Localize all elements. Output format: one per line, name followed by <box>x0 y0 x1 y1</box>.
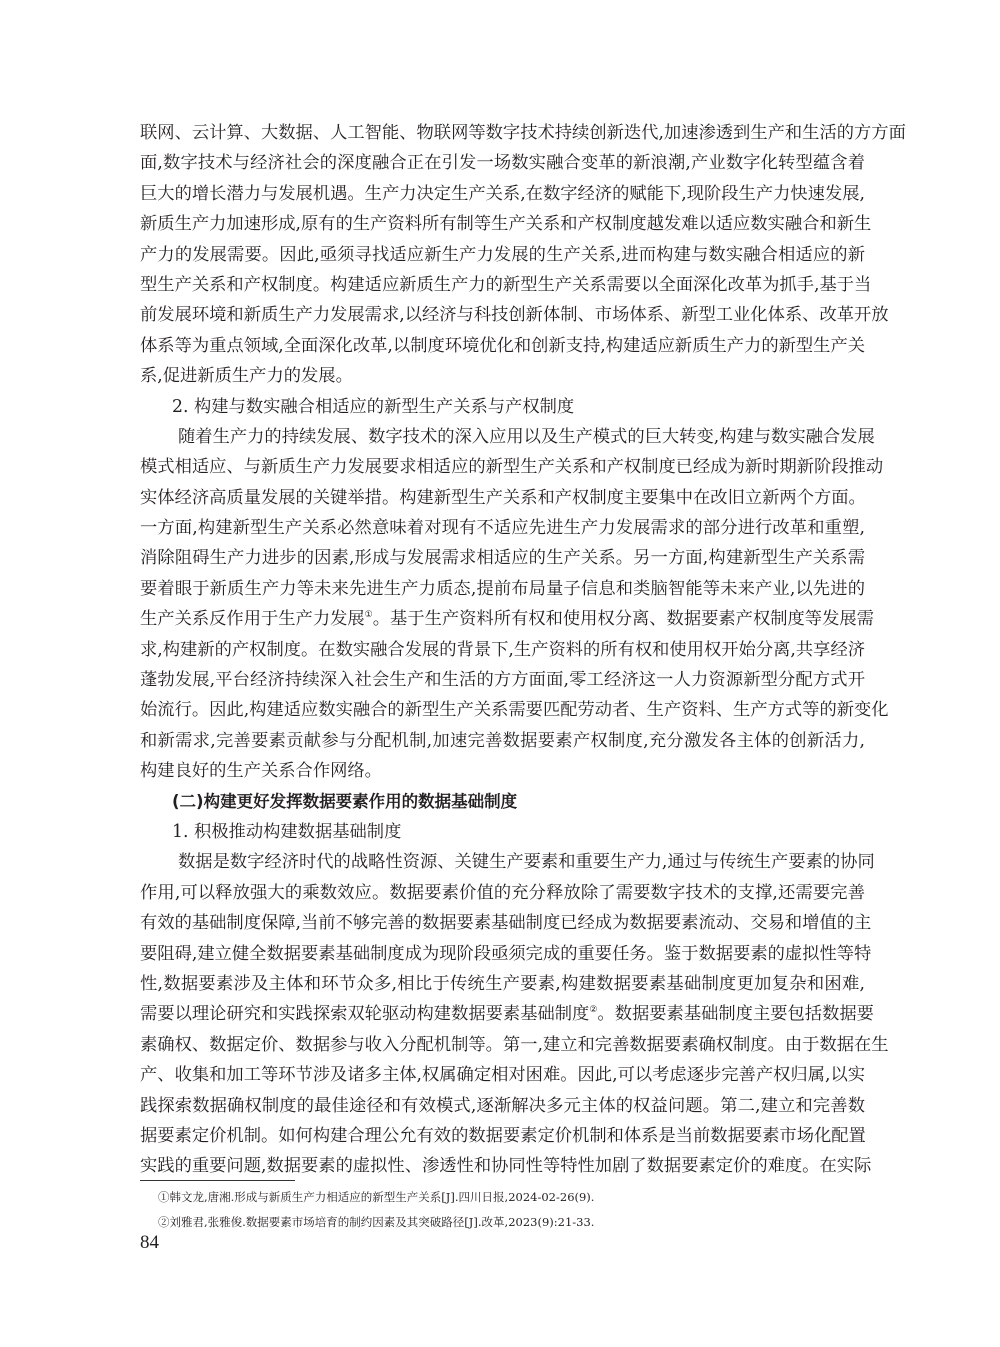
text-line: 一方面,构建新型生产关系必然意味着对现有不适应先进生产力发展需求的部分进行改革和重塑, <box>140 518 865 539</box>
text-line: 数据是数字经济时代的战略性资源、关键生产要素和重要生产力,通过与传统生产要素的协同 <box>178 852 875 873</box>
text-line: 践探索数据确权制度的最佳途径和有效模式,逐渐解决多元主体的权益问题。第二,建立和完善数 <box>140 1095 865 1116</box>
text-line: 要阻碍,建立健全数据要素基础制度成为现阶段亟须完成的重要任务。鉴于数据要素的虚拟性等特 <box>140 943 872 964</box>
text-line: 蓬勃发展,平台经济持续深入社会生产和生活的方方面面,零工经济这一人力资源新型分配方式开 <box>140 670 865 691</box>
text-line: 素确权、数据定价、数据参与收入分配机制等。第一,建立和完善数据要素确权制度。由于数据在生 <box>140 1034 889 1055</box>
footnote-marker[interactable]: ② <box>589 1005 598 1016</box>
text-line: 求,构建新的产权制度。在数实融合发展的背景下,生产资料的所有权和使用权开始分离,共享经济 <box>140 639 866 660</box>
text-line: 要着眼于新质生产力等未来先进生产力质态,提前布局量子信息和类脑智能等未来产业,以先进的 <box>140 578 865 599</box>
text-line: 前发展环境和新质生产力发展需求,以经济与科技创新体制、市场体系、新型工业化体系、改革开放 <box>140 305 889 326</box>
text-line: 随着生产力的持续发展、数字技术的深入应用以及生产模式的巨大转变,构建与数实融合发展 <box>178 426 875 447</box>
text-line: 据要素定价机制。如何构建合理公允有效的数据要素定价机制和体系是当前数据要素市场化配置 <box>140 1125 866 1146</box>
text-segment: 生产关系反作用于生产力发展 <box>140 609 365 630</box>
text-line <box>140 999 874 1029</box>
text-line <box>140 604 874 634</box>
page-number: 84 <box>140 1232 159 1253</box>
footnotes <box>158 1185 594 1235</box>
subsection-heading: 1. 积极推动构建数据基础制度 <box>172 821 402 842</box>
text-line: 联网、云计算、大数据、人工智能、物联网等数字技术持续创新迭代,加速渗透到生产和生活的方方面 <box>140 123 906 143</box>
text-line: 性,数据要素涉及主体和环节众多,相比于传统生产要素,构建数据要素基础制度更加复杂和困难, <box>140 973 865 994</box>
text-segment: 。基于生产资料所有权和使用权分离、数据要素产权制度等发展需 <box>372 609 874 630</box>
text-line: 系,促进新质生产力的发展。 <box>140 366 353 387</box>
text-line: 面,数字技术与经济社会的深度融合正在引发一场数实融合变革的新浪潮,产业数字化转型蕴含着 <box>140 153 865 174</box>
footnote-1: ①韩文龙,唐湘.形成与新质生产力相适应的新型生产关系[J].四川日报,2024-02-26(9). <box>158 1190 595 1204</box>
footnote-divider <box>140 1180 295 1181</box>
text-line: 体系等为重点领域,全面深化改革,以制度环境优化和创新支持,构建适应新质生产力的新型生产关 <box>140 335 866 356</box>
text-segment: 需要以理论研究和实践探索双轮驱动构建数据要素基础制度 <box>140 1004 590 1025</box>
text-line: 始流行。因此,构建适应数实融合的新型生产关系需要匹配劳动者、生产资料、生产方式等的新变化 <box>140 700 889 721</box>
text-line: 实践的重要问题,数据要素的虚拟性、渗透性和协同性等特性加剧了数据要素定价的难度。在实际 <box>140 1156 872 1177</box>
text-line: 实体经济高质量发展的关键举措。构建新型生产关系和产权制度主要集中在改旧立新两个方面。 <box>140 487 866 508</box>
text-line: 有效的基础制度保障,当前不够完善的数据要素基础制度已经成为数据要素流动、交易和增值的主 <box>140 913 872 934</box>
subsection-heading: 2. 构建与数实融合相适应的新型生产关系与产权制度 <box>172 396 575 417</box>
text-line: 产、收集和加工等环节涉及诸多主体,权属确定相对困难。因此,可以考虑逐步完善产权归属,以实 <box>140 1065 866 1086</box>
text-line: 新质生产力加速形成,原有的生产资料所有制等生产关系和产权制度越发难以适应数实融合和新生 <box>140 214 872 235</box>
text-line: 作用,可以释放强大的乘数效应。数据要素价值的充分释放除了需要数字技术的支撑,还需要完善 <box>140 882 865 903</box>
text-line: 模式相适应、与新质生产力发展要求相适应的新型生产关系和产权制度已经成为新时期新阶段推动 <box>140 457 884 478</box>
footnote-marker[interactable]: ① <box>364 610 373 621</box>
text-line: 构建良好的生产关系合作网络。 <box>140 761 382 782</box>
footnote-2: ②刘雅君,张雅俊.数据要素市场培育的制约因素及其突破路径[J].改革,2023(9):21-33. <box>158 1215 595 1229</box>
text-line: 巨大的增长潜力与发展机遇。生产力决定生产关系,在数字经济的赋能下,现阶段生产力快速发展, <box>140 183 866 204</box>
body-text <box>140 118 906 1182</box>
text-line: 型生产关系和产权制度。构建适应新质生产力的新型生产关系需要以全面深化改革为抓手,基于当 <box>140 274 872 295</box>
text-segment: 。数据要素基础制度主要包括数据要 <box>597 1004 874 1025</box>
section-heading: (二)构建更好发挥数据要素作用的数据基础制度 <box>172 791 518 811</box>
text-line: 消除阻碍生产力进步的因素,形成与发展需求相适应的生产关系。另一方面,构建新型生产关系需 <box>140 548 865 569</box>
text-line: 产力的发展需要。因此,亟须寻找适应新生产力发展的生产关系,进而构建与数实融合相适应的新 <box>140 244 865 265</box>
text-line: 和新需求,完善要素贡献参与分配机制,加速完善数据要素产权制度,充分激发各主体的创新活力, <box>140 730 865 751</box>
